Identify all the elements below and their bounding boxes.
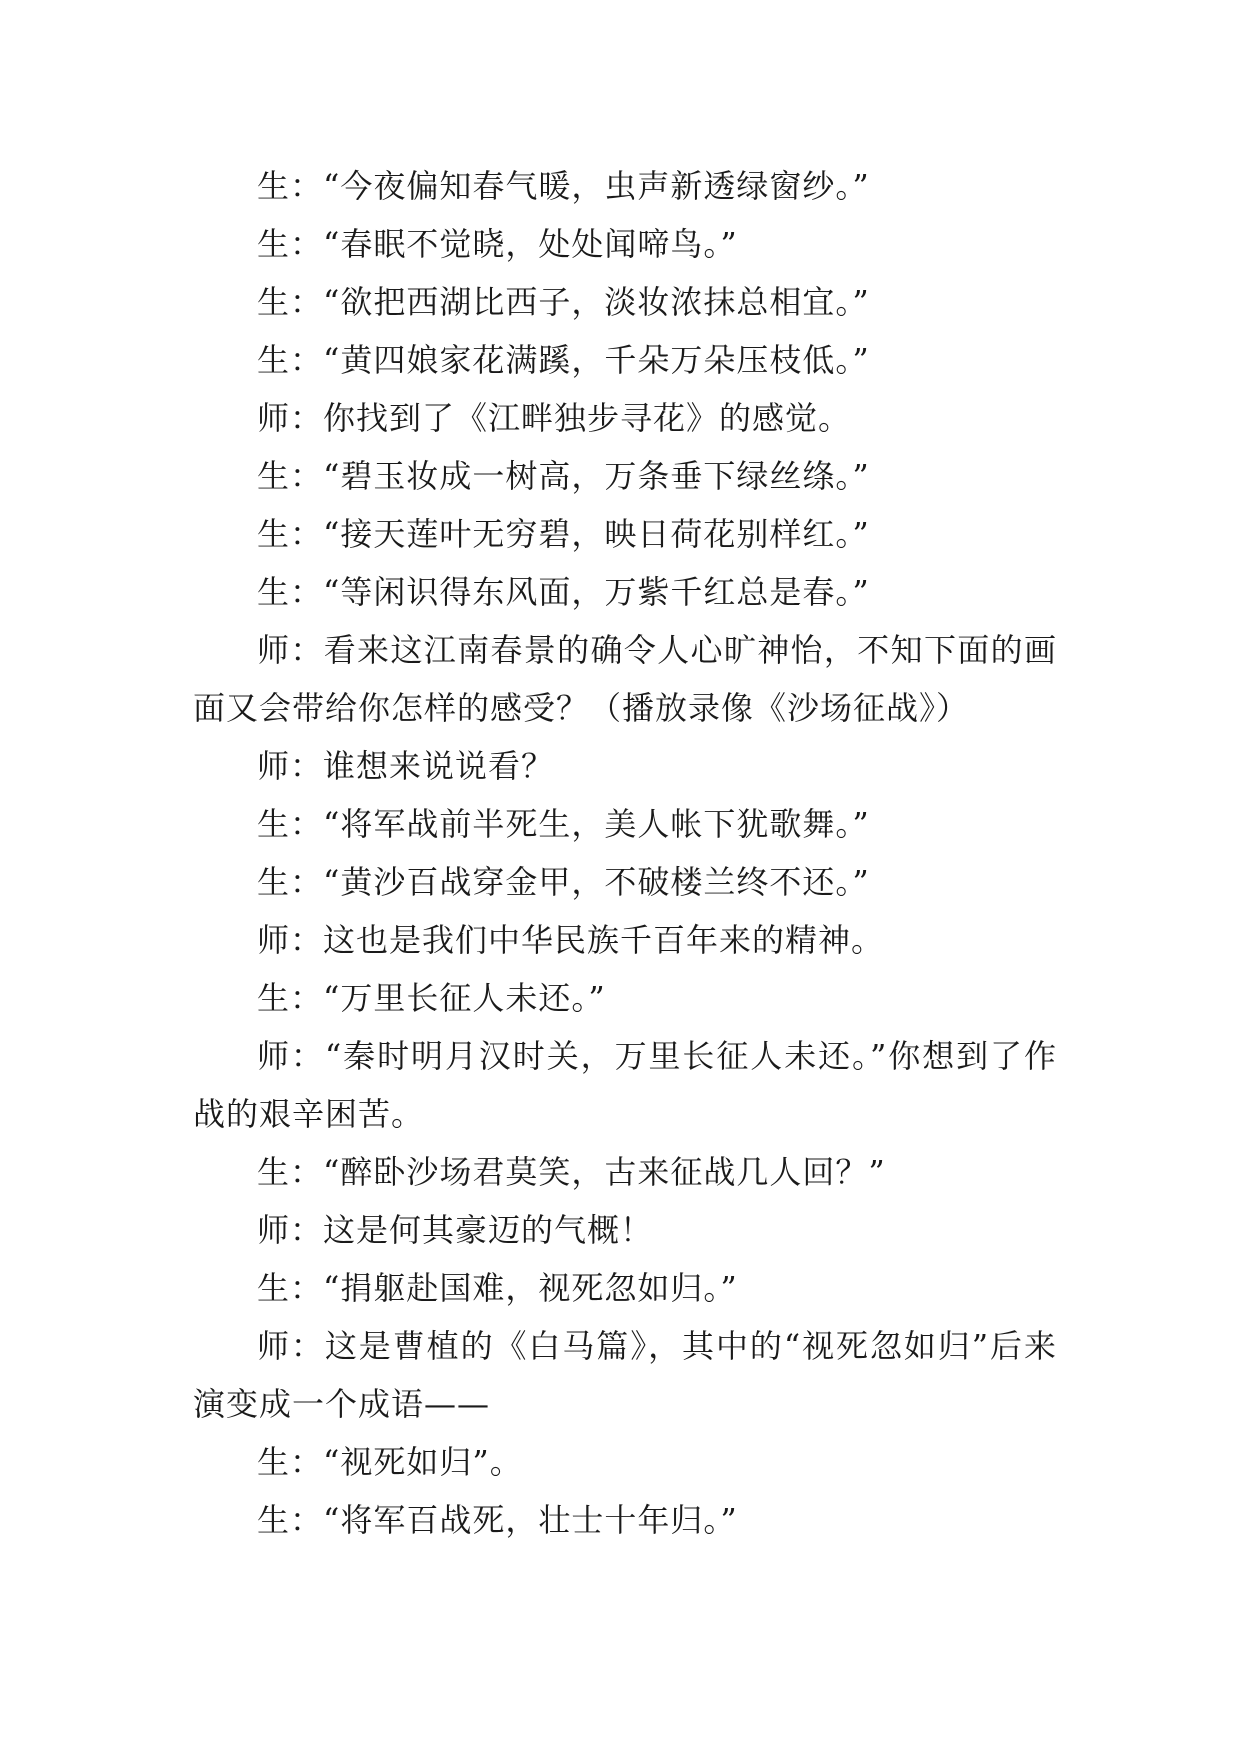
dialogue-paragraph: 生：“捐躯赴国难，视死忽如归。” xyxy=(257,1269,738,1307)
dialogue-paragraph: 师：这也是我们中华民族千百年来的精神。 xyxy=(257,921,885,959)
dialogue-paragraph: 生：“将军百战死，壮士十年归。” xyxy=(257,1501,738,1539)
dialogue-paragraph: 生：“黄沙百战穿金甲，不破楼兰终不还。” xyxy=(257,863,870,901)
dialogue-paragraph: 师：看来这江南春景的确令人心旷神怡，不知下面的画面又会带给你怎样的感受？（播放录像《沙场征战》） xyxy=(193,631,1057,727)
dialogue-paragraph: 生：“接天莲叶无穷碧，映日荷花别样红。” xyxy=(257,515,870,553)
dialogue-paragraph: 生：“万里长征人未还。” xyxy=(257,979,606,1017)
dialogue-paragraph: 生：“醉卧沙场君莫笑，古来征战几人回？” xyxy=(257,1153,886,1191)
dialogue-paragraph: 生：“等闲识得东风面，万紫千红总是春。” xyxy=(257,573,870,611)
dialogue-paragraph: 师：你找到了《江畔独步寻花》的感觉。 xyxy=(257,399,852,437)
dialogue-paragraph: 生：“春眠不觉晓，处处闻啼鸟。” xyxy=(257,225,738,263)
dialogue-paragraph: 师：谁想来说说看？ xyxy=(257,747,555,785)
dialogue-paragraph: 师：这是何其豪迈的气概！ xyxy=(257,1211,654,1249)
dialogue-paragraph: 生：“黄四娘家花满蹊，千朵万朵压枝低。” xyxy=(257,341,870,379)
document-body xyxy=(193,157,1057,1549)
dialogue-paragraph: 生：“欲把西湖比西子，淡妆浓抹总相宜。” xyxy=(257,283,870,321)
dialogue-paragraph: 生：“视死如归”。 xyxy=(257,1443,523,1481)
dialogue-paragraph: 师：这是曹植的《白马篇》，其中的“视死忽如归”后来演变成一个成语—— xyxy=(193,1327,1057,1423)
dialogue-paragraph: 师：“秦时明月汉时关，万里长征人未还。”你想到了作战的艰辛困苦。 xyxy=(193,1037,1057,1133)
dialogue-paragraph: 生：“将军战前半死生，美人帐下犹歌舞。” xyxy=(257,805,870,843)
dialogue-paragraph: 生：“今夜偏知春气暖，虫声新透绿窗纱。” xyxy=(257,167,870,205)
dialogue-paragraph: 生：“碧玉妆成一树高，万条垂下绿丝绦。” xyxy=(257,457,870,495)
